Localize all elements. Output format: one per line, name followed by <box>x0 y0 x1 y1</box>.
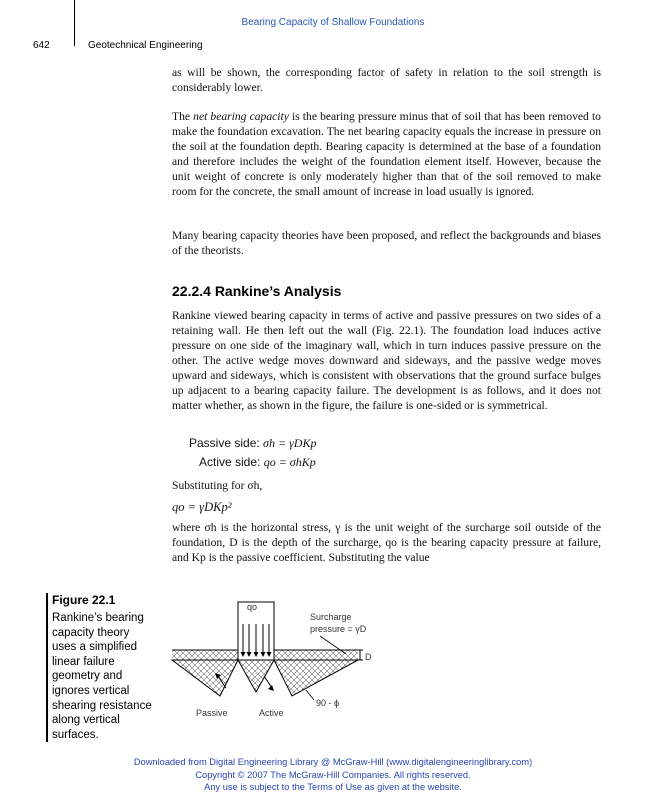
surcharge-label-line1: Surcharge <box>310 612 352 622</box>
paragraph-intro <box>172 65 601 95</box>
rankine-figure-diagram <box>168 596 408 726</box>
equation-active-label: Active side: <box>199 455 261 469</box>
passive-wedge-right <box>274 660 358 696</box>
figure-sidebar-rule <box>46 593 48 742</box>
equation-active <box>199 455 316 470</box>
passive-wedge-left <box>172 660 238 696</box>
active-label: Active <box>259 708 284 718</box>
substituting-text: Substituting for σh, <box>172 479 263 492</box>
section-heading: 22.2.4 Rankine’s Analysis <box>172 283 342 299</box>
page-number: 642 <box>33 40 50 51</box>
book-title: Geotechnical Engineering <box>88 40 203 51</box>
paragraph-theories <box>172 228 601 258</box>
angle-label: 90 - ϕ <box>316 698 340 708</box>
equation-passive <box>189 436 316 451</box>
active-wedge <box>238 660 274 692</box>
equation-passive-label: Passive side: <box>189 436 260 450</box>
paragraph-4: Rankine viewed bearing capacity in terms of active and passive pressures on two sides of a retaining wall. He then left out the wall (Fig. 22.1). The foundation load induces active pressure on one side of the imaginary wall, which in turn induces passive pressure on the other. The active wedge moves downward and sideways, and the passive wedge moves upward and sideways, which is consistent with observations that the ground surface bulges up adjacent to a bearing capacity failure. The development is as follows, and it does not matter whether, as shown in the figure, the failure is one-sided or is symmetrical. <box>172 309 601 412</box>
substituting-line <box>172 478 601 493</box>
header-rule <box>74 0 75 46</box>
paragraph-5: where σh is the horizontal stress, γ is the unit weight of the surcharge soil outside of the foundation, D is the depth of the surcharge, qo is the bearing capacity pressure at failure, and Kp is the passive coefficient. Substituting the value <box>172 521 601 564</box>
equation-result <box>172 500 231 515</box>
equation-active-formula: qo = σhKp <box>263 455 316 469</box>
depth-label: D <box>365 652 372 662</box>
paragraph-net-bearing <box>172 109 601 199</box>
running-title: Bearing Capacity of Shallow Foundations <box>241 17 425 28</box>
paragraph-2 <box>172 109 601 199</box>
paragraph-rankine <box>172 308 601 413</box>
angle-leader <box>306 690 314 700</box>
passive-label: Passive <box>196 708 228 718</box>
figure-caption: Rankine’s bearing capacity theory uses a simplified linear failure geometry and ignores vertical shearing resistance along vertical surfaces. <box>52 612 152 741</box>
equation-passive-formula: σh = γDKp <box>263 436 317 450</box>
footer <box>0 756 666 794</box>
footer-copyright-line: Copyright © 2007 The McGraw-Hill Companies. All rights reserved. <box>195 769 471 780</box>
footer-terms-line[interactable]: Any use is subject to the Terms of Use as given at the website. <box>204 782 462 792</box>
net-bearing-capacity-term: net bearing capacity <box>193 110 289 123</box>
surcharge-label-line2: pressure = γD <box>310 624 367 634</box>
paragraph-1: as will be shown, the corresponding factor of safety in relation to the soil strength is considerably lower. <box>172 66 601 94</box>
paragraph-2-pre: The <box>172 110 194 123</box>
paragraph-2-post: is the bearing pressure minus that of soil that has been removed to make the foundation excavation. The net bearing capacity equals the increase in pressure on the soil at the foundation depth. Bearing capacity is determined at the base of a foundation and therefore includes the weight of the foundation element itself. However, because the unit weight of concrete is only moderately higher than that of the soil removed to make room for the concrete, the small amount of increase in load usually is ignored. <box>172 110 601 198</box>
paragraph-3: Many bearing capacity theories have been proposed, and reflect the backgrounds and biases of the theorists. <box>172 229 601 257</box>
figure-label: Figure 22.1 <box>52 593 116 607</box>
equation-result-formula: qo = γDKp² <box>172 500 232 514</box>
load-label: qo <box>247 602 258 612</box>
paragraph-where <box>172 520 601 565</box>
footer-download-line[interactable]: Downloaded from Digital Engineering Library @ McGraw-Hill (www.digitalengineeringlibrary.com) <box>133 757 533 767</box>
